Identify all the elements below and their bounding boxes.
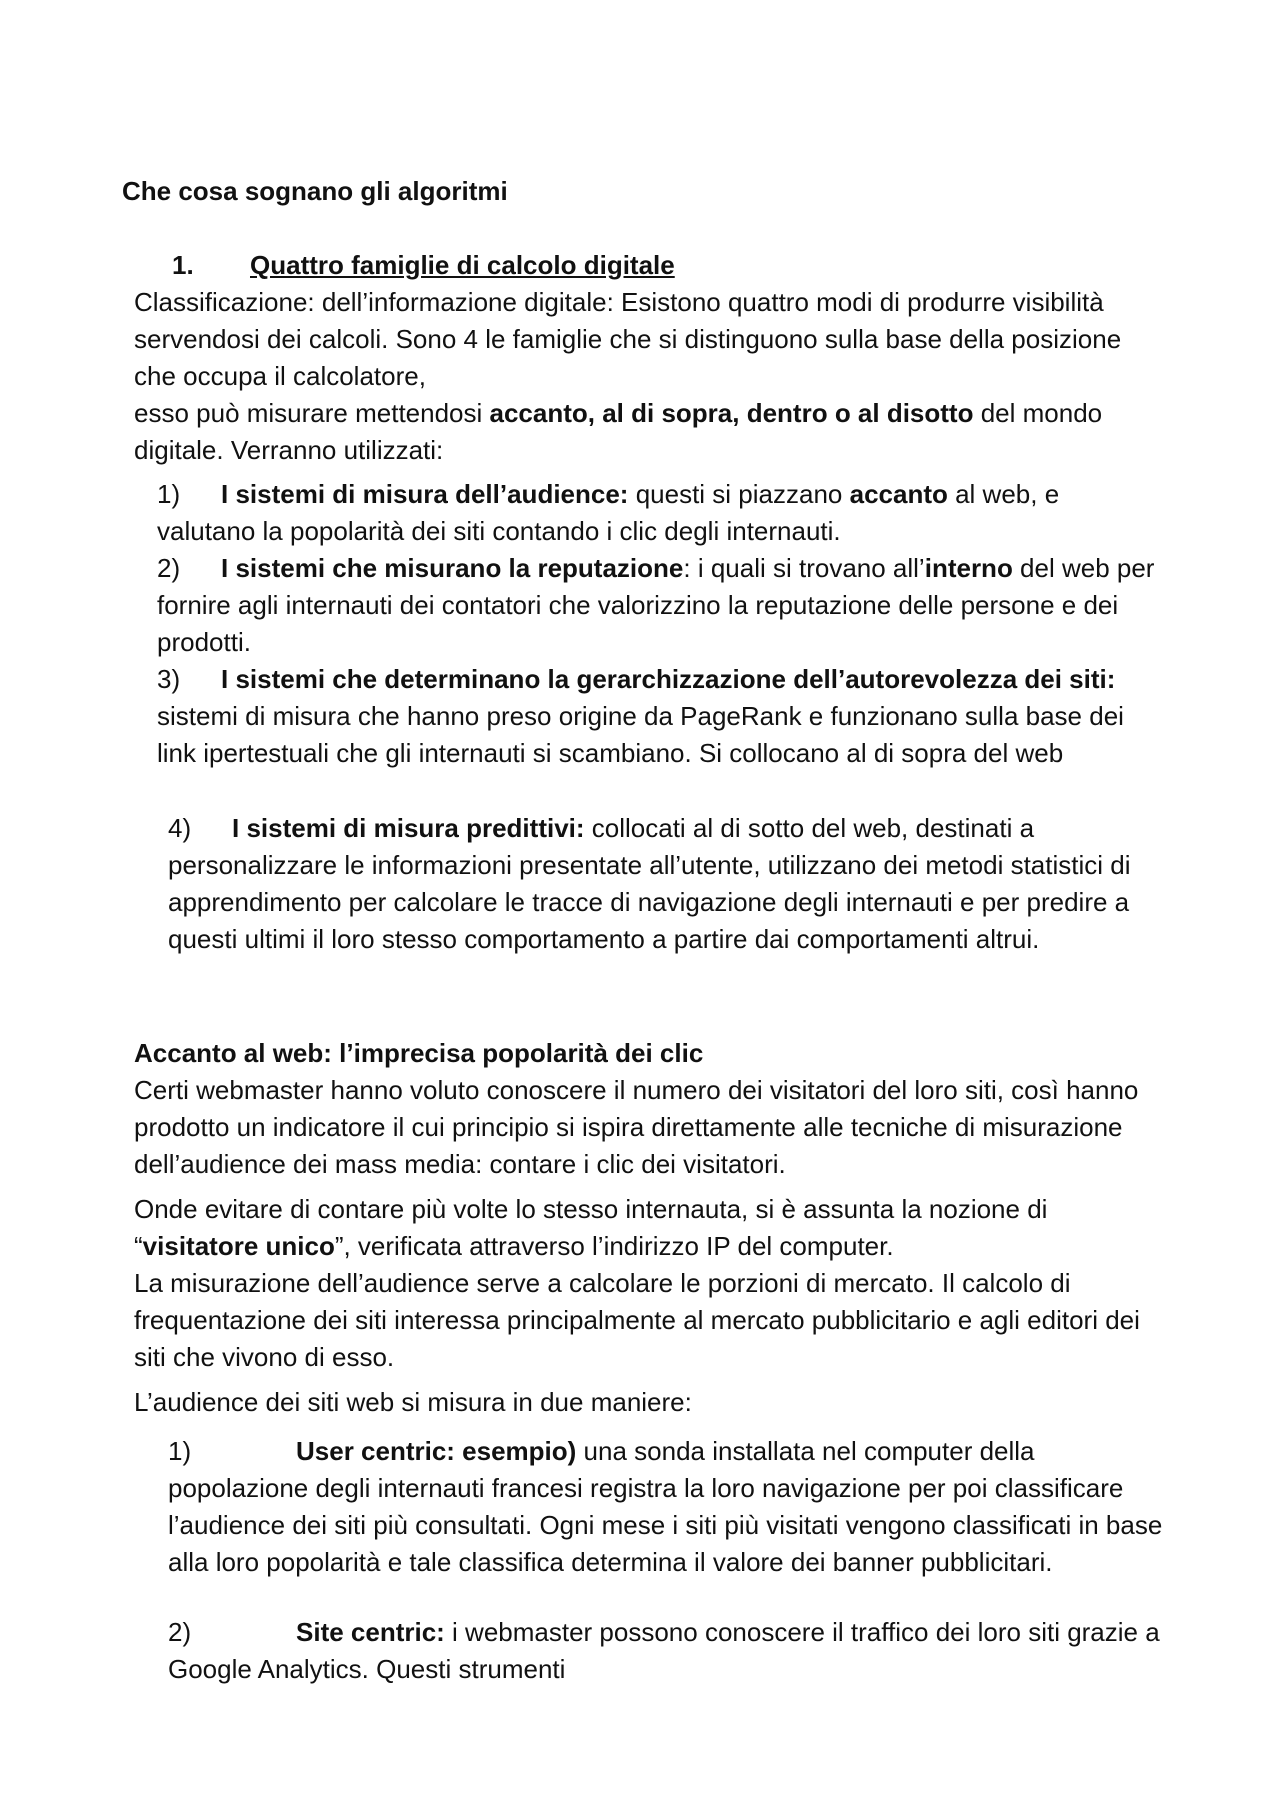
text-run: esso può misurare mettendosi bbox=[134, 398, 490, 428]
item-bold: accanto bbox=[849, 479, 948, 509]
item-text: al web, e valutano la popolarità dei siti contando i clic degli internauti. bbox=[157, 479, 1060, 546]
text-run: del mondo digitale. Verranno utilizzati: bbox=[134, 398, 1103, 465]
item-number: 2) bbox=[157, 553, 181, 583]
item-text: del web per fornire agli internauti dei contatori che valorizzino la reputazione delle persone e dei prodotti. bbox=[157, 553, 1155, 657]
section-number: 1. bbox=[172, 250, 194, 280]
item-text: : i quali si trovano all’ bbox=[683, 553, 925, 583]
section-2-title: Accanto al web: l’imprecisa popolarità dei clic bbox=[134, 1038, 704, 1068]
webmaster-paragraph: Certi webmaster hanno voluto conoscere il numero dei visitatori del loro siti, così hanno prodotto un indicatore il cui principio si ispira direttamente alle tecniche di misurazione dell’audience dei mass media: contare i clic dei visitatori. bbox=[134, 1075, 1139, 1179]
list-item bbox=[157, 476, 1157, 550]
list-item bbox=[157, 550, 1157, 661]
item-text: i webmaster possono conoscere il traffico dei loro siti grazie a Google Analytics. Questi strumenti bbox=[168, 1617, 1160, 1684]
item-number: 2) bbox=[168, 1617, 192, 1647]
list-item bbox=[168, 1433, 1168, 1581]
document-title: Che cosa sognano gli algoritmi bbox=[122, 176, 508, 206]
item-bold: I sistemi che misurano la reputazione bbox=[221, 553, 684, 583]
section-1-heading bbox=[172, 247, 675, 284]
bold-run: visitatore unico bbox=[142, 1231, 335, 1261]
section-heading-text: Quattro famiglie di calcolo digitale bbox=[250, 250, 675, 280]
item-number: 1) bbox=[157, 479, 181, 509]
item-number: 1) bbox=[168, 1436, 192, 1466]
item-text: questi si piazzano bbox=[628, 479, 850, 509]
item-bold: User centric: esempio) bbox=[296, 1436, 577, 1466]
item-bold: I sistemi che determinano la gerarchizzazione dell’autorevolezza dei siti: bbox=[221, 664, 1116, 694]
unique-visitor-paragraph bbox=[134, 1191, 1164, 1265]
bold-run: accanto, al di sopra, dentro o al disotto bbox=[489, 398, 974, 428]
item-bold: I sistemi di misura dell’audience: bbox=[221, 479, 629, 509]
market-paragraph: La misurazione dell’audience serve a calcolare le porzioni di mercato. Il calcolo di frequentazione dei siti interessa principalmente al mercato pubblicitario e agli editori dei siti che vivono di esso. bbox=[134, 1268, 1140, 1372]
item-number: 3) bbox=[157, 664, 181, 694]
text-run: Onde evitare di contare più volte lo stesso internauta, si è assunta la nozione di “ bbox=[134, 1194, 1048, 1261]
audience-methods-paragraph: L’audience dei siti web si misura in due maniere: bbox=[134, 1387, 692, 1417]
item-bold: I sistemi di misura predittivi: bbox=[232, 813, 585, 843]
position-paragraph bbox=[134, 395, 1164, 469]
item-number: 4) bbox=[168, 813, 192, 843]
item-text: una sonda installata nel computer della popolazione degli internauti francesi registra la loro navigazione per poi classificare l’audience dei siti più consultati. Ogni mese i siti più visitati vengono classificati in base alla loro popolarità e tale classifica determina il valore dei banner pubblicitari. bbox=[168, 1436, 1163, 1577]
text-run: ”, verificata attraverso l’indirizzo IP del computer. bbox=[334, 1231, 894, 1261]
item-text: sistemi di misura che hanno preso origine da PageRank e funzionano sulla base dei link ipertestuali che gli internauti si scambiano. Si collocano al di sopra del web bbox=[157, 701, 1124, 768]
list-item bbox=[157, 661, 1157, 772]
item-bold: Site centric: bbox=[296, 1617, 445, 1647]
item-text: collocati al di sotto del web, destinati a personalizzare le informazioni presentate all’utente, utilizzano dei metodi statistici di apprendimento per calcolare le tracce di navigazione degli internauti e per predire a questi ultimi il loro stesso comportamento a partire dai comportamenti altrui. bbox=[168, 813, 1131, 954]
list-item bbox=[168, 810, 1168, 958]
classification-paragraph: Classificazione: dell’informazione digitale: Esistono quattro modi di produrre visibilità servendosi dei calcoli. Sono 4 le famiglie che si distinguono sulla base della posizione che occupa il calcolatore, bbox=[134, 287, 1122, 391]
item-bold: interno bbox=[924, 553, 1013, 583]
list-item bbox=[168, 1614, 1168, 1688]
